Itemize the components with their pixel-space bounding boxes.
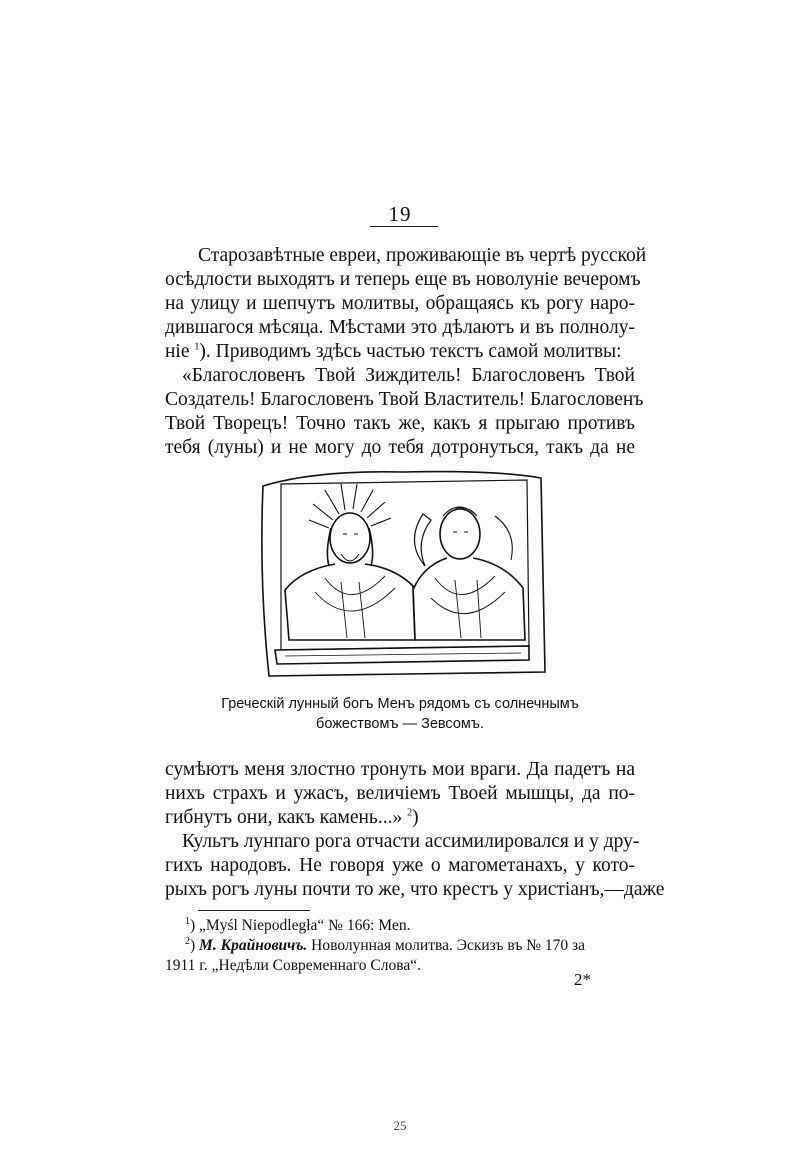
quote-line: сумѣютъ меня злостно тронуть мои враги. Да падетъ на: [165, 759, 635, 780]
quote-line: нихъ страхъ и ужасъ, величіемъ Твоей мышцы, да по-: [165, 783, 635, 804]
footnote-ref: 2: [407, 807, 413, 819]
body-line: Культъ лунпаго рога отчасти ассимилировался и у дру-: [182, 831, 640, 852]
quote-line: «Благословенъ Твой Зиждитель! Благословенъ Твой: [182, 365, 635, 386]
header-rule: [370, 226, 438, 227]
body-line: дившагося мѣсяца. Мѣстами это дѣлаютъ и въ полнолу-: [165, 317, 635, 338]
footnote-2-cont: 1911 г. „Недѣли Современнаго Слова“.: [165, 957, 421, 974]
footnote-2: $^2$) М. Крайновичъ. Новолунная молитва. Эскизъ въ № 170 за: [185, 935, 586, 954]
figure-caption-line1: Греческій лунный богъ Менъ рядомъ съ солнечнымъ: [221, 696, 579, 712]
body-line: Старозавѣтные евреи, проживающіе въ чертѣ русской: [198, 245, 647, 266]
body-line: гихъ народовъ. Не говоря уже о магометанахъ, у кото-: [165, 855, 635, 876]
quote-line: Создатель! Благословенъ Твой Властитель! Благословенъ: [165, 389, 644, 410]
page-number-header: 19: [388, 202, 412, 226]
quote-line: тебя (луны) и не могу до тебя дотронуться, такъ да не: [165, 437, 635, 458]
body-line: осѣдлости выходятъ и теперь еще въ новолуніе вечеромъ: [165, 269, 641, 290]
signature-mark: 2*: [574, 970, 591, 989]
figure-caption-line2: божествомъ — Зевсомъ.: [316, 716, 484, 732]
body-line: ніе $^1$). Приводимъ здѣсь частью текстъ самой молитвы:: [165, 341, 622, 362]
body-line: на улицу и шепчутъ молитвы, обращаясь къ рогу наро-: [165, 293, 635, 314]
quote-line: гибнутъ они, какъ камень...» $^2$): [165, 807, 419, 828]
footnote-1: $^1$) „Myśl Niepodległa“ № 166: Men.: [185, 915, 411, 934]
body-line: рыхъ рогъ луны почти то же, что крестъ у христіанъ,—даже: [165, 879, 665, 900]
scan-page-number: 25: [393, 1118, 407, 1133]
footnote-ref: 1: [194, 341, 200, 353]
footnote-rule: [198, 910, 310, 911]
quote-line: Твой Творецъ! Точно такъ же, какъ я прыгаю противъ: [165, 413, 635, 434]
relief-illustration: [255, 462, 547, 684]
